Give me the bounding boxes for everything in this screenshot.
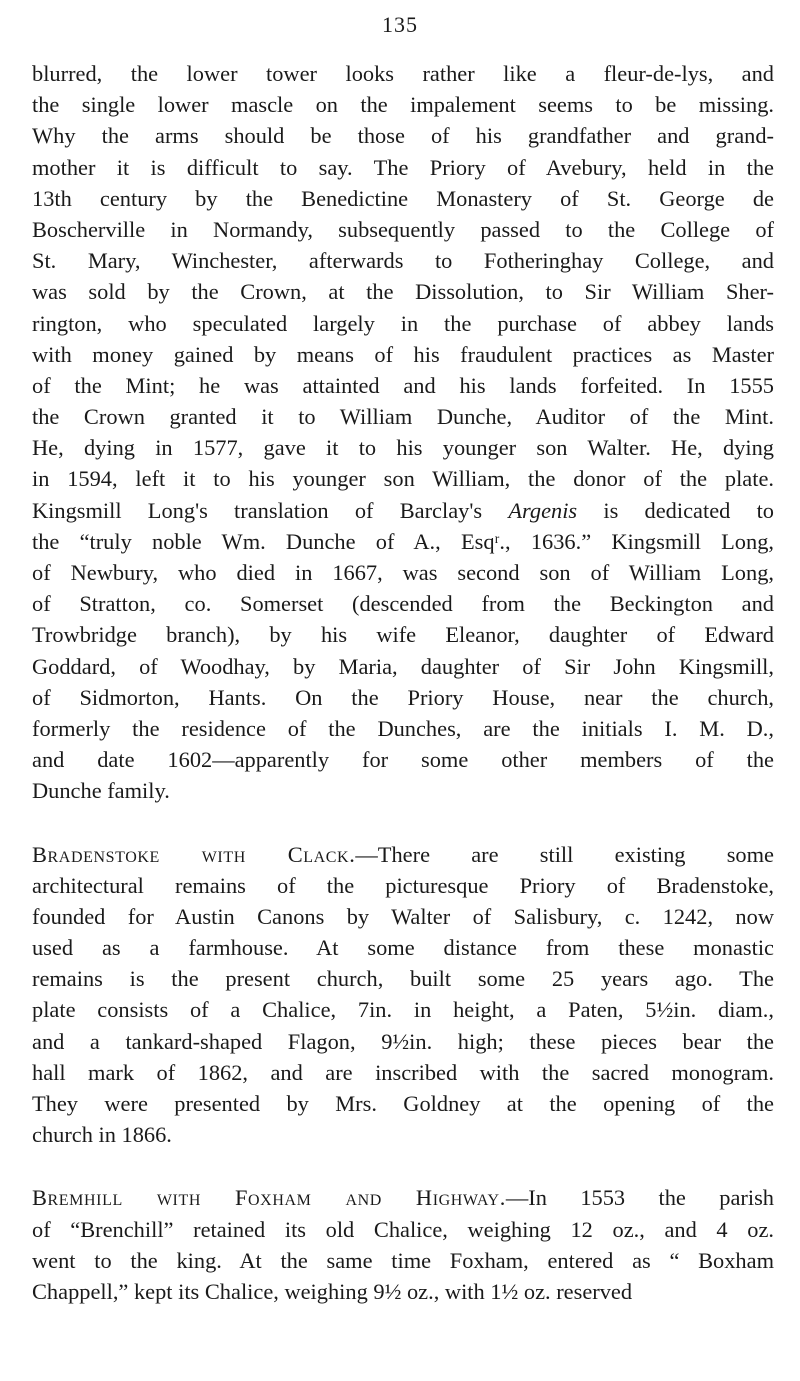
text-line <box>32 839 774 870</box>
text-line <box>32 58 774 89</box>
line-text: the Crown granted it to William Dunche, Auditor of the Mint. <box>32 404 774 430</box>
paragraph <box>32 58 774 807</box>
line-text: St. Mary, Winchester, afterwards to Fotheringhay College, and <box>32 248 774 274</box>
text-line <box>32 994 774 1025</box>
text-line <box>32 932 774 963</box>
text-line <box>32 463 774 494</box>
line-text: blurred, the lower tower looks rather like a fleur-de-lys, and <box>32 61 774 86</box>
text-line <box>32 308 774 339</box>
line-text: Dunche family. <box>32 778 170 804</box>
line-text: was sold by the Crown, at the Dissolution, to Sir William Sher- <box>32 279 774 305</box>
line-text: of Stratton, co. Somerset (descended from the Beckington and <box>32 591 774 617</box>
text-line <box>32 214 774 245</box>
body-text <box>32 58 774 1307</box>
paragraph <box>32 839 774 1151</box>
line-text: of “Brenchill” retained its old Chalice, weighing 12 oz., and 4 oz. <box>32 1216 774 1242</box>
line-text: formerly the residence of the Dunches, are the initials I. M. D., <box>32 715 774 741</box>
text-line <box>32 526 774 557</box>
text-line <box>32 495 774 526</box>
line-text: 13th century by the Benedictine Monastery of St. George de <box>32 185 774 211</box>
text-line <box>32 713 774 744</box>
text-line <box>32 557 774 588</box>
text-line <box>32 152 774 183</box>
line-text: church in 1866. <box>32 1122 172 1148</box>
line-text: founded for Austin Canons by Walter of Salisbury, c. 1242, now <box>32 903 774 929</box>
line-text: Trowbridge branch), by his wife Eleanor, daughter of Edward <box>32 622 774 648</box>
line-text: mother it is difficult to say. The Priory of Avebury, held in the <box>32 154 774 180</box>
text-line <box>32 1276 774 1307</box>
line-text: rington, who speculated largely in the purchase of abbey lands <box>32 310 774 336</box>
line-text: He, dying in 1577, gave it to his younger son Walter. He, dying <box>32 435 774 461</box>
line-text: remains is the present church, built some 25 years ago. The <box>32 966 774 992</box>
text-line <box>32 370 774 401</box>
text-line <box>32 1214 774 1245</box>
text-line <box>32 775 774 806</box>
line-text: with money gained by means of his fraudulent practices as Master <box>32 341 774 367</box>
text-line <box>32 651 774 682</box>
text-line <box>32 432 774 463</box>
text-line <box>32 1119 774 1150</box>
section-heading: Bremhill with Foxham and Highway. <box>32 1185 506 1211</box>
text-line <box>32 339 774 370</box>
text-line <box>32 183 774 214</box>
text-line <box>32 963 774 994</box>
paragraph <box>32 1182 774 1307</box>
line-text: —In 1553 the parish <box>505 1185 774 1211</box>
line-text: architectural remains of the picturesque Priory of Bradenstoke, <box>32 872 774 898</box>
line-text: plate consists of a Chalice, 7in. in height, a Paten, 5½in. diam., <box>32 997 774 1023</box>
line-text: Kingsmill Long's translation of Barclay's <box>32 497 509 523</box>
text-line <box>32 744 774 775</box>
section-heading: Bradenstoke with Clack. <box>32 841 356 867</box>
text-line <box>32 901 774 932</box>
text-line <box>32 1245 774 1276</box>
line-text: is dedicated to <box>577 497 774 523</box>
text-line <box>32 870 774 901</box>
line-text: the “truly noble Wm. Dunche of A., Esqʳ., 1636.” Kingsmill Long, <box>32 528 774 554</box>
page-number: 135 <box>382 12 418 37</box>
text-line <box>32 245 774 276</box>
text-line <box>32 588 774 619</box>
line-text: Goddard, of Woodhay, by Maria, daughter of Sir John Kingsmill, <box>32 653 774 679</box>
line-text: of the Mint; he was attainted and his lands forfeited. In 1555 <box>32 372 774 398</box>
text-line <box>32 89 774 120</box>
text-line <box>32 1057 774 1088</box>
line-text: of Newbury, who died in 1667, was second son of William Long, <box>32 560 774 585</box>
line-text: —There are still existing some <box>355 841 774 867</box>
line-text: of Sidmorton, Hants. On the Priory House, near the church, <box>32 684 774 710</box>
text-line <box>32 276 774 307</box>
text-line <box>32 1088 774 1119</box>
line-text: used as a farmhouse. At some distance from these monastic <box>32 935 774 961</box>
line-text: Why the arms should be those of his grandfather and grand- <box>32 123 774 149</box>
text-line <box>32 120 774 151</box>
text-line <box>32 401 774 432</box>
text-line <box>32 1182 774 1213</box>
text-line <box>32 619 774 650</box>
line-text: They were presented by Mrs. Goldney at the opening of the <box>32 1091 774 1116</box>
line-text: hall mark of 1862, and are inscribed with the sacred monogram. <box>32 1059 774 1085</box>
text-line <box>32 682 774 713</box>
line-text: the single lower mascle on the impalement seems to be missing. <box>32 92 774 118</box>
line-text: and a tankard-shaped Flagon, 9½in. high; these pieces bear the <box>32 1028 774 1054</box>
line-text: and date 1602—apparently for some other members of the <box>32 747 774 773</box>
line-text: Chappell,” kept its Chalice, weighing 9½ oz., with 1½ oz. reserved <box>32 1278 633 1304</box>
line-text: in 1594, left it to his younger son William, the donor of the plate. <box>32 466 774 492</box>
line-text: went to the king. At the same time Foxham, entered as “ Boxham <box>32 1247 774 1273</box>
book-title: Argenis <box>508 497 578 523</box>
line-text: Boscherville in Normandy, subsequently passed to the College of <box>32 216 774 242</box>
text-line <box>32 1026 774 1057</box>
